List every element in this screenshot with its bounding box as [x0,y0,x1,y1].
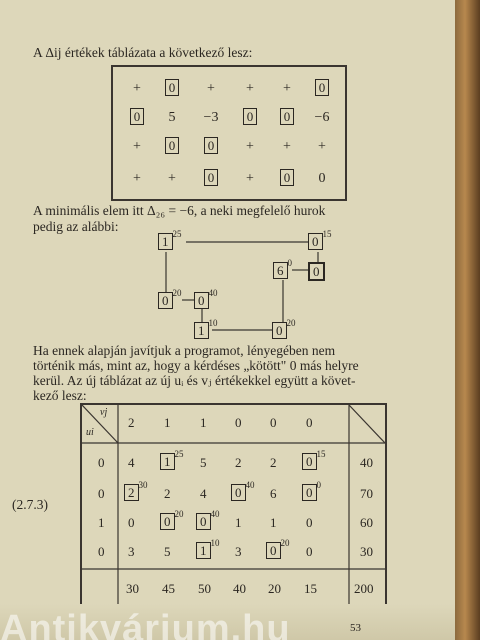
loop-node-sup: 10 [208,318,218,328]
v-value: 2 [128,415,135,430]
delta-cell: + [207,81,215,96]
basic-cell-box: 0 [302,484,317,501]
basic-cell [266,538,290,559]
delta-cell: + [133,81,141,96]
boxed-zero: 0 [204,137,219,154]
minimum-line-2: pedig az alábbi: [33,219,119,234]
u-value: 0 [98,455,105,470]
boxed-zero: 0 [204,169,219,186]
basic-cell-box: 1 [196,542,211,559]
row-total: 30 [360,544,373,559]
v-value: 0 [270,415,277,430]
delta-cell: 0 [318,171,326,186]
col-total: 45 [162,581,175,596]
basic-cell-box: 0 [160,513,175,530]
u-value: 0 [98,544,105,559]
paragraph-line: Ha ennek alapján javítjuk a programot, lényegében nem [33,343,336,358]
delta-cell: + [133,171,141,186]
basic-cell-box: 2 [124,484,139,501]
row-total: 40 [360,455,373,470]
boxed-zero: 0 [315,79,330,96]
basic-cell-box: 0 [196,513,211,530]
transport-table [80,403,387,608]
basic-cell-sup: 40 [210,509,220,519]
equation-label: (2.7.3) [12,497,48,512]
loop-node [273,258,292,279]
watermark: Antikvárium.hu [0,608,291,640]
col-total: 20 [268,581,281,596]
row-total: 70 [360,486,373,501]
basic-cell [302,480,321,501]
intro-text: A Δij értékek táblázata a következő lesz: [33,45,253,60]
basic-cell-sup: 15 [316,449,326,459]
basic-cell [124,480,148,501]
cost-cell: 1 [235,515,242,530]
cost-cell: 6 [270,486,277,501]
boxed-zero: 0 [165,137,180,154]
basic-cell-sup: 10 [210,538,220,548]
cost-cell: 2 [235,455,242,470]
ui-label: ui [86,427,94,438]
col-total: 30 [126,581,139,596]
cost-cell: 4 [200,486,207,501]
row-total: 60 [360,515,373,530]
loop-node [158,229,182,250]
delta-cell: + [246,139,254,154]
v-value: 1 [200,415,207,430]
paragraph-line: kező lesz: [33,388,87,403]
basic-cell [196,509,220,530]
delta-cell: + [283,139,291,154]
loop-node-sup: 15 [322,229,332,239]
cost-cell: 0 [306,544,313,559]
basic-cell-sup: 30 [138,480,148,490]
delta-cell: + [168,171,176,186]
basic-cell [160,449,184,470]
u-value: 1 [98,515,105,530]
basic-cell-sup: 25 [174,449,184,459]
basic-cell-sup: 20 [280,538,290,548]
cost-cell: 2 [164,486,171,501]
basic-cell-sup: 0 [316,480,321,490]
loop-node-box: 0 [272,322,287,339]
boxed-zero: 0 [280,108,295,125]
cost-cell: 4 [128,455,135,470]
loop-node [194,318,218,339]
book-spine [455,0,480,640]
boxed-zero: 0 [280,169,295,186]
cost-cell: 3 [128,544,135,559]
paragraph-line: kerül. Az új táblázat az új uᵢ és vⱼ értékekkel együtt a követ- [33,373,356,388]
v-value: 1 [164,415,171,430]
minimum-line-1: A minimális elem itt Δ₂₆ = −6, a neki megfelelő hurok [33,203,326,218]
cost-cell: 0 [128,515,135,530]
loop-node [308,229,332,250]
paragraph-line: történik más, mint az, hogy a kérdéses „kötött" 0 más helyre [33,358,359,373]
cost-cell: 1 [270,515,277,530]
loop-node [194,288,218,309]
grand-total: 200 [354,581,374,596]
cost-cell: 3 [235,544,242,559]
boxed-zero: 0 [243,108,258,125]
loop-node-box: 1 [158,233,173,250]
basic-cell-box: 0 [266,542,281,559]
loop-node [272,318,296,339]
basic-cell [160,509,184,530]
delta-cell: + [318,139,326,154]
loop-node-sup: 20 [172,288,182,298]
delta-cell: + [133,139,141,154]
delta-cell: + [246,171,254,186]
loop-node [158,288,182,309]
v-value: 0 [235,415,242,430]
boxed-zero: 0 [130,108,145,125]
loop-node-box: 0 [308,262,325,281]
delta-cell: −6 [314,110,330,125]
cost-cell: 0 [306,515,313,530]
boxed-zero: 0 [165,79,180,96]
v-value: 0 [306,415,313,430]
loop-node-sup: 20 [286,318,296,328]
u-value: 0 [98,486,105,501]
col-total: 15 [304,581,317,596]
basic-cell [302,449,326,470]
col-total: 40 [233,581,246,596]
page-number: 53 [350,622,361,634]
delta-cell: + [283,81,291,96]
loop-node-sup: 0 [287,258,292,268]
vj-label: vj [100,407,108,418]
loop-node [308,262,325,281]
delta-cell: + [246,81,254,96]
cost-cell: 5 [200,455,207,470]
loop-node-box: 6 [273,262,288,279]
loop-node-sup: 25 [172,229,182,239]
loop-node-box: 0 [158,292,173,309]
cost-cell: 2 [270,455,277,470]
loop-node-box: 0 [194,292,209,309]
col-total: 50 [198,581,211,596]
loop-node-box: 1 [194,322,209,339]
cost-cell: 5 [164,544,171,559]
basic-cell-box: 0 [302,453,317,470]
basic-cell-box: 1 [160,453,175,470]
delta-cell: −3 [203,110,219,125]
loop-node-sup: 40 [208,288,218,298]
basic-cell-sup: 20 [174,509,184,519]
basic-cell [231,480,255,501]
delta-cell: 5 [168,110,176,125]
basic-cell-sup: 40 [245,480,255,490]
basic-cell-box: 0 [231,484,246,501]
loop-node-box: 0 [308,233,323,250]
basic-cell [196,538,220,559]
